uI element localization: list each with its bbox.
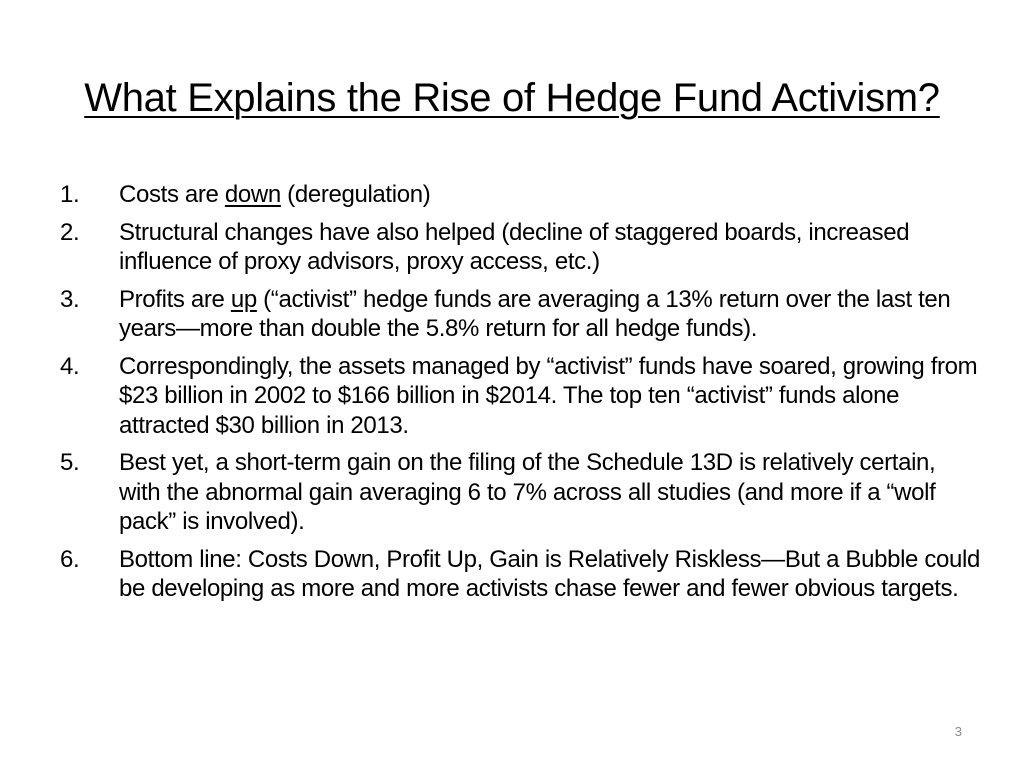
page-number: 3	[954, 724, 962, 739]
list-item-text	[119, 180, 980, 210]
list-item	[60, 285, 980, 344]
list-item-text	[119, 545, 980, 604]
list-item	[60, 180, 980, 210]
underlined-word: down	[224, 181, 281, 208]
list-item-text	[119, 352, 980, 441]
list-item-text	[119, 448, 980, 537]
text-segment: Profits are	[119, 285, 231, 313]
list-item	[60, 448, 980, 537]
text-segment: Correspondingly, the assets managed by “activist” funds have soared, growing from $23 billion in 2002 to $166 billion in $2014. The top ten “activist” funds alone attracted $30 billion in 2013.	[119, 352, 978, 439]
list-item	[60, 218, 980, 277]
list-item-number: 3.	[60, 285, 80, 313]
list-item	[60, 352, 980, 441]
text-segment: Structural changes have also helped (decline of staggered boards, increased influence of proxy advisors, proxy access, etc.)	[119, 218, 910, 275]
list-item-number: 1.	[60, 181, 80, 208]
text-segment: (deregulation)	[280, 181, 431, 208]
text-segment: Costs are	[119, 181, 225, 208]
list-item	[60, 545, 980, 604]
slide-title: What Explains the Rise of Hedge Fund Activism?	[84, 76, 940, 120]
list-item-number: 6.	[60, 545, 80, 573]
list-item-text	[119, 218, 980, 277]
list-item-number: 4.	[60, 352, 80, 380]
list-item-number: 2.	[60, 218, 80, 246]
underlined-word: up	[230, 285, 257, 313]
text-segment: (“activist” hedge funds are averaging a 13% return over the last ten years—more than double the 5.8% return for all hedge funds).	[119, 285, 951, 342]
list-item-number: 5.	[60, 449, 80, 476]
numbered-list	[60, 180, 980, 612]
text-segment: Bottom line: Costs Down, Profit Up, Gain is Relatively Riskless—But a Bubble could be developing as more and more activists chase fewer and fewer obvious targets.	[119, 545, 980, 602]
list-item-text	[119, 285, 980, 344]
text-segment: Best yet, a short-term gain on the filing of the Schedule 13D is relatively certain, with the abnormal gain averaging 6 to 7% across all studies (and more if a “wolf pack” is involved).	[119, 449, 936, 535]
